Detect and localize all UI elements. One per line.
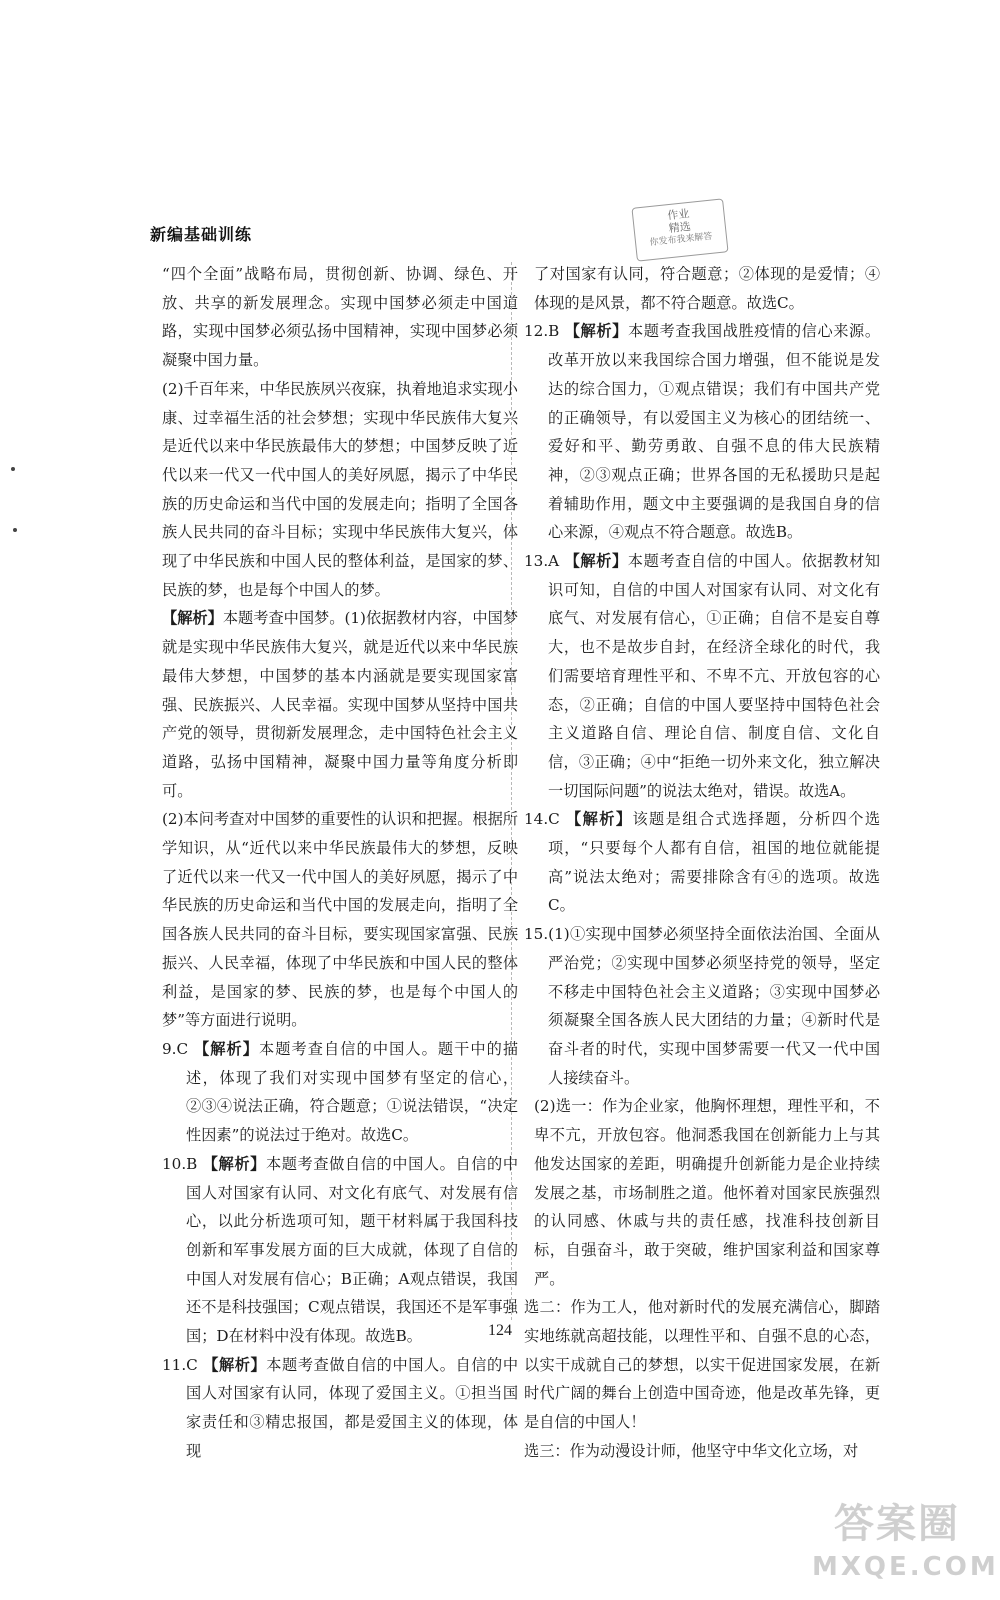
analysis-tag: 【解析】 xyxy=(566,810,633,829)
paragraph-text: 本题考查中国梦。(1)依据教材内容，中国梦就是实现中华民族伟大复兴，就是近代以来中华民族最伟大梦想，中国梦的基本内涵就是要实现国家富强、民族振兴、人民幸福。实现中国梦从坚持中国共产党的领导，贯彻新发展理念，走中国特色社会主义道路，弘扬中国精神，凝聚中国力量等角度分析即可。 xyxy=(162,609,519,800)
watermark-line-2: MXQE.COM xyxy=(812,1552,999,1582)
analysis-tag: 【解析】 xyxy=(202,1154,266,1173)
stamp-line-2: 精选 xyxy=(668,219,692,236)
stamp-line-1: 作业 xyxy=(666,206,690,223)
seal-stamp xyxy=(631,198,728,261)
paragraph-text: 选三：作为动漫设计师，他坚守中华文化立场，对 xyxy=(524,1441,859,1460)
paragraph xyxy=(162,604,518,805)
answer-item-15 xyxy=(524,920,880,1092)
paragraph-text: (2)选一：作为企业家，他胸怀理想，理性平和，不卑不亢，开放包容。他洞悉我国在创新能力上与其他发达国家的差距，明确提升创新能力是企业持续发展之基，市场制胜之道。他怀着对国家民族强烈的认同感、休戚与共的责任感，找准科技创新目标，自强奋斗，敢于突破，维护国家利益和国家尊严。 xyxy=(534,1097,880,1288)
answer-item-13 xyxy=(524,547,880,805)
page-number: 124 xyxy=(488,1322,512,1339)
paragraph xyxy=(524,260,880,317)
analysis-tag: 【解析】 xyxy=(162,609,223,628)
right-column xyxy=(524,260,880,1466)
answer-item-14 xyxy=(524,805,880,920)
paragraph xyxy=(162,805,518,1035)
answer-item-9 xyxy=(162,1035,518,1150)
answer-item-10 xyxy=(162,1150,518,1351)
paragraph-text: 选二：作为工人，他对新时代的发展充满信心，脚踏实地练就高超技能，以理性平和、自强不息的心态，以实干成就自己的梦想，以实干促进国家发展，在新时代广阔的舞台上创造中国奇迹，他是改革先锋，更是自信的中国人！ xyxy=(524,1298,880,1432)
paragraph xyxy=(162,260,518,375)
paragraph xyxy=(162,375,518,605)
answer-item-12 xyxy=(524,317,880,547)
paragraph-text: 了对国家有认同，符合题意；②体现的是爱情；④体现的是风景，都不符合题意。故选C。 xyxy=(534,265,880,312)
paragraph-text: (1)①实现中国梦必须坚持全面依法治国、全面从严治党；②实现中国梦必须坚持党的领导，坚定不移走中国特色社会主义道路；③实现中国梦必须凝聚全国各族人民大团结的力量；④新时代是奋斗者的时代，实现中国梦需要一代又一代中国人接续奋斗。 xyxy=(548,925,880,1087)
paragraph-text: 本题考查做自信的中国人。自信的中国人对国家有认同，体现了爱国主义。①担当国家责任和③精忠报国，都是爱国主义的体现，体现 xyxy=(186,1355,519,1460)
left-column xyxy=(162,260,518,1466)
paragraph-text: 本题考查做自信的中国人。自信的中国人对国家有认同、对文化有底气、对发展有信心，以此分析选项可知，题干材料属于我国科技创新和军事发展方面的巨大成就，体现了自信的中国人对发展有信心；B正确；A观点错误，我国还不是科技强国；C观点错误，我国还不是军事强国；D在材料中没有体现。故选B。 xyxy=(186,1154,519,1346)
answer-number: 15. xyxy=(524,925,549,944)
site-watermark xyxy=(812,1498,999,1590)
answer-number: 11.C xyxy=(162,1355,198,1374)
analysis-tag: 【解析】 xyxy=(203,1355,267,1374)
analysis-tag: 【解析】 xyxy=(194,1039,260,1058)
answer-item-11 xyxy=(162,1351,518,1466)
paragraph-text: 本题考查自信的中国人。依据教材知识可知，自信的中国人对国家有认同、对文化有底气、对发展有信心，①正确；自信不是妄自尊大，也不是故步自封，在经济全球化的时代，我们需要培育理性平和、不卑不亢、开放包容的心态，②正确；自信的中国人要坚持中国特色社会主义道路自信、理论自信、制度自信、文化自信，③正确；④中“拒绝一切外来文化，独立解决一切国际问题”的说法太绝对，错误。故选A。 xyxy=(548,552,881,800)
analysis-tag: 【解析】 xyxy=(564,322,628,341)
scan-speck xyxy=(13,528,17,532)
answer-number: 14.C xyxy=(524,810,560,829)
answer-number: 10.B xyxy=(162,1154,198,1173)
answer-number: 9.C xyxy=(162,1039,189,1058)
paragraph-text: “四个全面”战略布局，贯彻创新、协调、绿色、开放、共享的新发展理念。实现中国梦必须走中国道路，实现中国梦必须弘扬中国精神，实现中国梦必须凝聚中国力量。 xyxy=(162,265,518,370)
answer-number: 13.A xyxy=(524,552,560,571)
column-divider xyxy=(511,262,512,1320)
paragraph-text: (2)本问考查对中国梦的重要性的认识和把握。根据所学知识，从“近代以来中华民族最伟大的梦想，反映了近代以来一代又一代中国人的美好夙愿，揭示了中华民族的历史命运和当代中国的发展走向，指明了全国各族人民共同的奋斗目标，要实现国家富强、民族振兴、人民幸福，体现了中华民族和中国人民的整体利益，是国家的梦、民族的梦，也是每个中国人的梦”等方面进行说明。 xyxy=(162,810,518,1030)
watermark-line-1: 答案圈 xyxy=(834,1501,960,1547)
paragraph xyxy=(524,1437,880,1466)
paragraph-text: 该题是组合式选择题，分析四个选项，“只要每个人都有自信，祖国的地位就能提高”说法太绝对；需要排除含有④的选项。故选C。 xyxy=(548,810,881,915)
paragraph-text: 本题考查自信的中国人。题干中的描述，体现了我们对实现中国梦有坚定的信心，②③④说法正确，符合题意；①说法错误，“决定性因素”的说法过于绝对。故选C。 xyxy=(186,1039,519,1145)
book-title: 新编基础训练 xyxy=(150,225,253,244)
stamp-line-3: 你发布我来解答 xyxy=(649,231,713,249)
paragraph-text: (2)千百年来，中华民族夙兴夜寐，执着地追求实现小康、过幸福生活的社会梦想；实现中华民族伟大复兴是近代以来中华民族最伟大的梦想；中国梦反映了近代以来一代又一代中国人的美好夙愿，揭示了中华民族的历史命运和当代中国的发展走向；指明了全国各族人民共同的奋斗目标；实现中华民族伟大复兴，体现了中华民族和中国人民的整体利益，是国家的梦、民族的梦，也是每个中国人的梦。 xyxy=(162,379,518,599)
answer-number: 12.B xyxy=(524,322,560,341)
paragraph xyxy=(524,1092,880,1293)
scan-speck xyxy=(11,467,15,471)
paragraph-text: 本题考查我国战胜疫情的信心来源。改革开放以来我国综合国力增强，但不能说是发达的综合国力，①观点错误；我们有中国共产党的正确领导，有以爱国主义为核心的团结统一、爱好和平、勤劳勇敢、自强不息的伟大民族精神，②③观点正确；世界各国的无私援助只是起着辅助作用，题文中主要强调的是我国自身的信心来源，④观点不符合题意。故选B。 xyxy=(548,322,881,542)
paragraph xyxy=(524,1293,880,1437)
analysis-tag: 【解析】 xyxy=(564,552,628,571)
